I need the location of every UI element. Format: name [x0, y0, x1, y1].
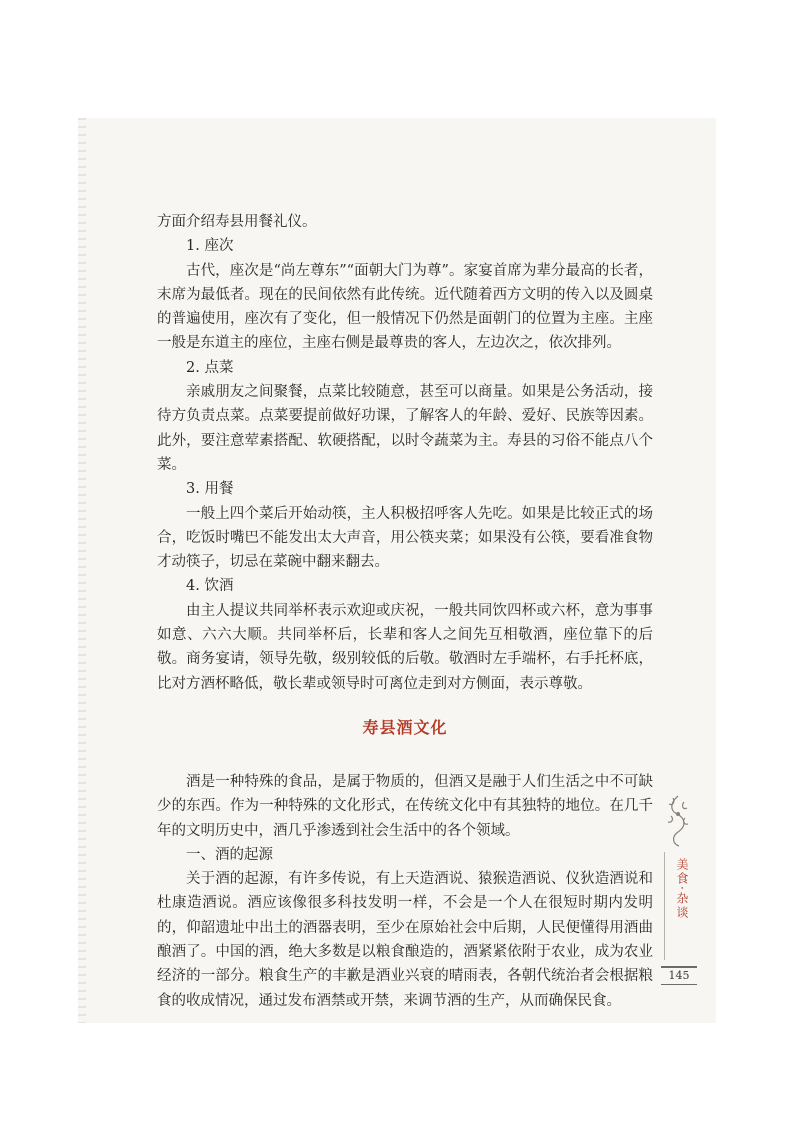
order-heading: 2. 点菜 — [186, 359, 234, 376]
order-body: 亲戚朋友之间聚餐，点菜比较随意，甚至可以商量。如果是公务活动，接待方负责点菜。点菜要提前做好功课，了解客人的年龄、爱好、民族等因素。此外，要注意荤素搭配、软硬搭配，以时令蔬菜为主。寿县的习俗不能点八个菜。 — [157, 384, 653, 473]
drink-body: 由主人提议共同举杯表示欢迎或庆祝，一般共同饮四杯或六杯，意为事事如意、六六大顺。共同举杯后，长辈和客人之间先互相敬酒，座位靠下的后敬。商务宴请，领导先敬，级别较低的后敬。敬酒时左手端杯，右手托杯底，比对方酒杯略低，敬长辈或领导时可离位走到对方侧面，表示尊敬。 — [157, 602, 653, 692]
side-tab-label: 美食·杂谈 — [675, 858, 689, 920]
page-spine-edge — [78, 118, 86, 1023]
dine-heading: 3. 用餐 — [186, 481, 234, 498]
section-title: 寿县酒文化 — [362, 717, 448, 737]
page-number: 145 — [661, 966, 697, 985]
seat-body: 古代，座次是“尚左尊东”“面朝大门为尊”。家宴首席为辈分最高的长者，末席为最低者。现在的民间依然有此传统。近代随着西方文明的传入以及圆桌的普遍使用，座次有了变化，但一般情况下仍然是面朝门的位置为主座。主座一般是东道主的座位，主座右侧是最尊贵的客人，左边次之，依次排列。 — [157, 262, 653, 352]
intro-fragment: 方面介绍寿县用餐礼仪。 — [157, 214, 317, 230]
side-tab-rule — [664, 852, 665, 960]
seat-heading: 1. 座次 — [186, 238, 234, 255]
wine-intro: 酒是一种特殊的食品，是属于物质的，但酒又是融于人们生活之中不可缺少的东西。作为一种特殊的文化形式，在传统文化中有其独特的地位。在几千年的文明历史中，酒几乎渗透到社会生活中的各个领域。 — [157, 773, 653, 839]
origin-heading: 一、酒的起源 — [186, 846, 273, 863]
drink-heading: 4. 饮酒 — [186, 578, 234, 595]
side-tab — [661, 792, 697, 962]
page-content — [157, 210, 653, 1013]
floral-ornament-icon — [663, 792, 693, 850]
dine-body: 一般上四个菜后开始动筷，主人积极招呼客人先吃。如果是比较正式的场合，吃饭时嘴巴不能发出太大声音，用公筷夹菜；如果没有公筷，要看准食物才动筷子，切忌在菜碗中翻来翻去。 — [157, 505, 653, 571]
origin-body: 关于酒的起源，有许多传说，有上天造酒说、猿猴造酒说、仪狄造酒说和杜康造酒说。酒应该像很多科技发明一样，不会是一个人在很短时期内发明的，仰韶遗址中出土的酒器表明，至少在原始社会中后期，人民便懂得用酒曲酿酒了。中国的酒，绝大多数是以粮食酿造的，酒紧紧依附于农业，成为农业经济的一部分。粮食生产的丰歉是酒业兴衰的晴雨表，各朝代统治者会根据粮食的收成情况，通过发布酒禁或开禁，来调节酒的生产，从而确保民食。 — [157, 871, 653, 1009]
